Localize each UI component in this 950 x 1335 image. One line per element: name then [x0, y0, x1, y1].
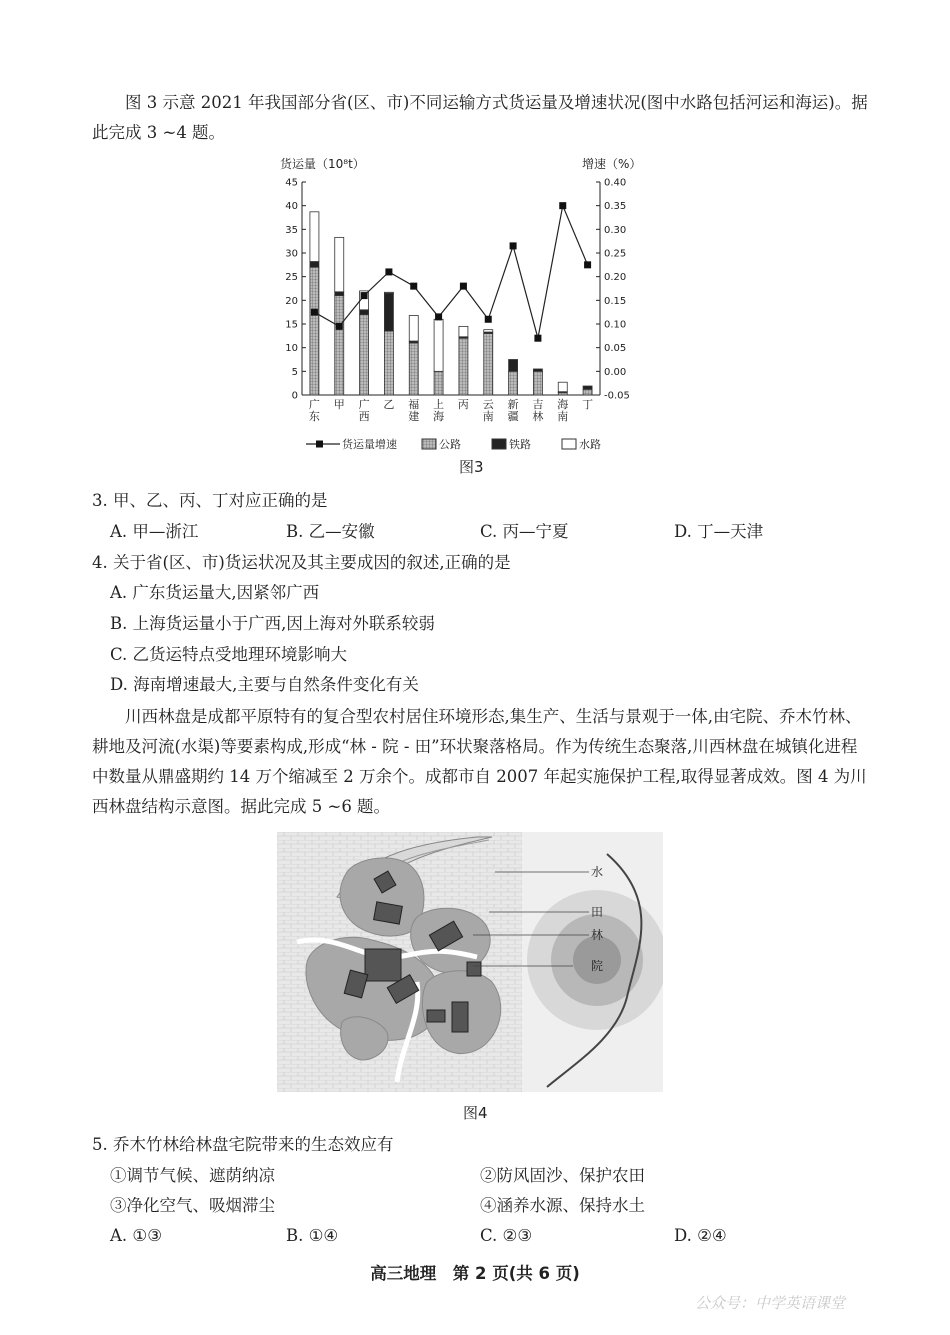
bar-water — [434, 319, 443, 371]
legend-road-label: 公路 — [439, 438, 461, 451]
x-tick-label: 海 — [557, 398, 569, 411]
growth-point — [435, 313, 442, 320]
y2-axis-title: 增速（%） — [582, 157, 642, 171]
growth-point — [485, 316, 492, 323]
bar-road — [434, 371, 443, 395]
x-tick-label: 南 — [482, 410, 494, 423]
y-tick-label: 5 — [291, 366, 298, 378]
bar-water — [459, 326, 468, 336]
bar-water — [558, 382, 567, 391]
page-footer: 高三地理 第 2 页(共 6 页) — [370, 1264, 580, 1283]
bar-water — [310, 212, 319, 262]
label-courtyard: 院 — [591, 959, 604, 973]
bar-road — [509, 371, 518, 395]
x-tick-label: 吉 — [532, 398, 544, 411]
y2-tick-label: 0.25 — [604, 248, 627, 260]
x-tick-label: 疆 — [507, 410, 519, 423]
bar-rail — [310, 262, 319, 268]
growth-point — [410, 283, 417, 290]
q5-item-3: ③净化空气、吸烟滞尘 — [110, 1196, 275, 1215]
x-tick-label: 云 — [482, 398, 494, 411]
q3-option-c: C. 丙—宁夏 — [480, 522, 569, 541]
bar-rail — [384, 293, 393, 331]
bar-water — [409, 315, 418, 341]
y-axis-title: 货运量（10⁸t） — [280, 157, 365, 171]
y-tick-label: 10 — [285, 343, 298, 355]
y-tick-label: 0 — [291, 390, 298, 402]
y-tick-label: 40 — [285, 201, 298, 213]
y2-tick-label: 0.15 — [604, 295, 627, 307]
x-tick-label: 海 — [433, 410, 445, 423]
y-tick-label: 45 — [285, 177, 298, 189]
bar-rail — [533, 369, 542, 371]
legend-water-label: 水路 — [579, 438, 601, 451]
legend-water-swatch — [562, 439, 576, 449]
y-tick-label: 25 — [285, 272, 298, 284]
y-tick-label: 30 — [285, 248, 298, 260]
y2-tick-label: 0.10 — [604, 319, 627, 331]
question-4-stem: 4. 关于省(区、市)货运状况及其主要成因的叙述,正确的是 — [92, 553, 511, 572]
bar-rail — [335, 292, 344, 296]
bar-rail — [509, 360, 518, 372]
x-tick-label: 广 — [308, 398, 320, 411]
q3-option-b: B. 乙—安徽 — [286, 522, 375, 541]
q5-option-b: B. ①④ — [286, 1226, 339, 1245]
bar-road — [583, 389, 592, 395]
question-3-stem: 3. 甲、乙、丙、丁对应正确的是 — [92, 491, 328, 510]
bar-road — [384, 331, 393, 395]
y2-tick-label: 0.05 — [604, 343, 627, 355]
x-tick-label: 新 — [507, 398, 519, 411]
question-5-stem: 5. 乔木竹林给林盘宅院带来的生态效应有 — [92, 1135, 394, 1154]
bar-water — [384, 292, 393, 293]
x-tick-label: 东 — [308, 410, 320, 423]
bar-water — [335, 237, 344, 291]
q3-option-a: A. 甲—浙江 — [110, 522, 199, 541]
growth-point — [510, 242, 517, 249]
x-tick-label: 南 — [557, 410, 569, 423]
growth-point — [534, 335, 541, 342]
y2-tick-label: 0.20 — [604, 272, 627, 284]
bar-road — [310, 267, 319, 395]
x-tick-label: 上 — [433, 398, 445, 411]
intro-paragraph-2: 川西林盘是成都平原特有的复合型农村居住环境形态,集生产、生活与景观于一体,由宅院、乔木竹林、耕地及河流(水渠)等要素构成,形成“林 - 院 - 田”环状聚落格局。作为传统生态聚落,川西林盘在城镇化进程中数量从鼎盛期约 14 万个缩减至 2 万余个。成都市自 2007 年起实施保护工程,取得显著成效。图 4 为川西林盘结构示意图。据此完成 5 ~6 题。 — [92, 707, 867, 816]
q5-option-d: D. ②④ — [674, 1226, 727, 1245]
linpan-structure-diagram — [277, 832, 663, 1092]
x-tick-label: 林 — [532, 410, 544, 423]
q5-item-4: ④涵养水源、保持水土 — [480, 1196, 645, 1215]
y-tick-label: 20 — [285, 295, 298, 307]
q5-option-c: C. ②③ — [480, 1226, 533, 1245]
q5-option-a: A. ①③ — [110, 1226, 162, 1245]
watermark: 公众号：中学英语课堂 — [695, 1294, 846, 1312]
growth-point — [460, 283, 467, 290]
bar-road — [360, 315, 369, 395]
growth-line — [314, 206, 587, 339]
bar-road — [484, 333, 493, 395]
growth-point — [559, 202, 566, 209]
q5-item-2: ②防风固沙、保护农田 — [480, 1166, 645, 1185]
bar-road — [409, 343, 418, 395]
q4-option-c: C. 乙货运特点受地理环境影响大 — [110, 645, 348, 664]
y-tick-label: 35 — [285, 224, 298, 236]
growth-point — [336, 323, 343, 330]
q4-option-d: D. 海南增速最大,主要与自然条件变化有关 — [110, 675, 419, 694]
x-tick-label: 广 — [358, 398, 370, 411]
y2-tick-label: -0.05 — [604, 390, 630, 402]
bar-road — [459, 338, 468, 395]
legend-growth-marker — [316, 441, 323, 448]
x-tick-label: 丁 — [582, 398, 594, 411]
label-forest: 林 — [591, 928, 604, 942]
growth-point — [361, 292, 368, 299]
legend-growth-label: 货运量增速 — [342, 438, 397, 451]
bar-rail — [583, 386, 592, 389]
y2-tick-label: 0.30 — [604, 224, 627, 236]
x-tick-label: 丙 — [457, 398, 469, 411]
q5-item-1: ①调节气候、遮荫纳凉 — [110, 1166, 275, 1185]
bar-water — [484, 330, 493, 332]
x-tick-label: 建 — [408, 410, 420, 423]
x-tick-label: 西 — [358, 410, 370, 423]
y2-tick-label: 0.40 — [604, 177, 627, 189]
q3-option-d: D. 丁—天津 — [674, 522, 764, 541]
label-water: 水 — [591, 865, 604, 879]
bar-rail — [360, 310, 369, 315]
figure-4-caption: 图4 — [463, 1104, 488, 1122]
x-tick-label: 乙 — [383, 398, 395, 411]
legend-road-swatch — [422, 439, 436, 449]
label-field: 田 — [591, 905, 604, 919]
figure-3-caption: 图3 — [459, 458, 484, 476]
y-tick-label: 15 — [285, 319, 298, 331]
x-tick-label: 甲 — [333, 398, 345, 411]
q4-option-a: A. 广东货运量大,因紧邻广西 — [110, 583, 320, 602]
y2-tick-label: 0.35 — [604, 201, 627, 213]
legend-rail-swatch — [492, 439, 506, 449]
bar-road — [533, 371, 542, 395]
intro-paragraph-1: 图 3 示意 2021 年我国部分省(区、市)不同运输方式货运量及增速状况(图中水路包括河运和海运)。据此完成 3 ~4 题。 — [92, 93, 868, 142]
growth-point — [385, 268, 392, 275]
y2-tick-label: 0.00 — [604, 366, 627, 378]
growth-point — [584, 261, 591, 268]
bar-road — [335, 296, 344, 395]
q4-option-b: B. 上海货运量小于广西,因上海对外联系较弱 — [110, 614, 435, 633]
legend-rail-label: 铁路 — [509, 438, 531, 451]
x-tick-label: 福 — [408, 398, 420, 411]
freight-chart — [270, 150, 670, 485]
growth-point — [311, 309, 318, 316]
